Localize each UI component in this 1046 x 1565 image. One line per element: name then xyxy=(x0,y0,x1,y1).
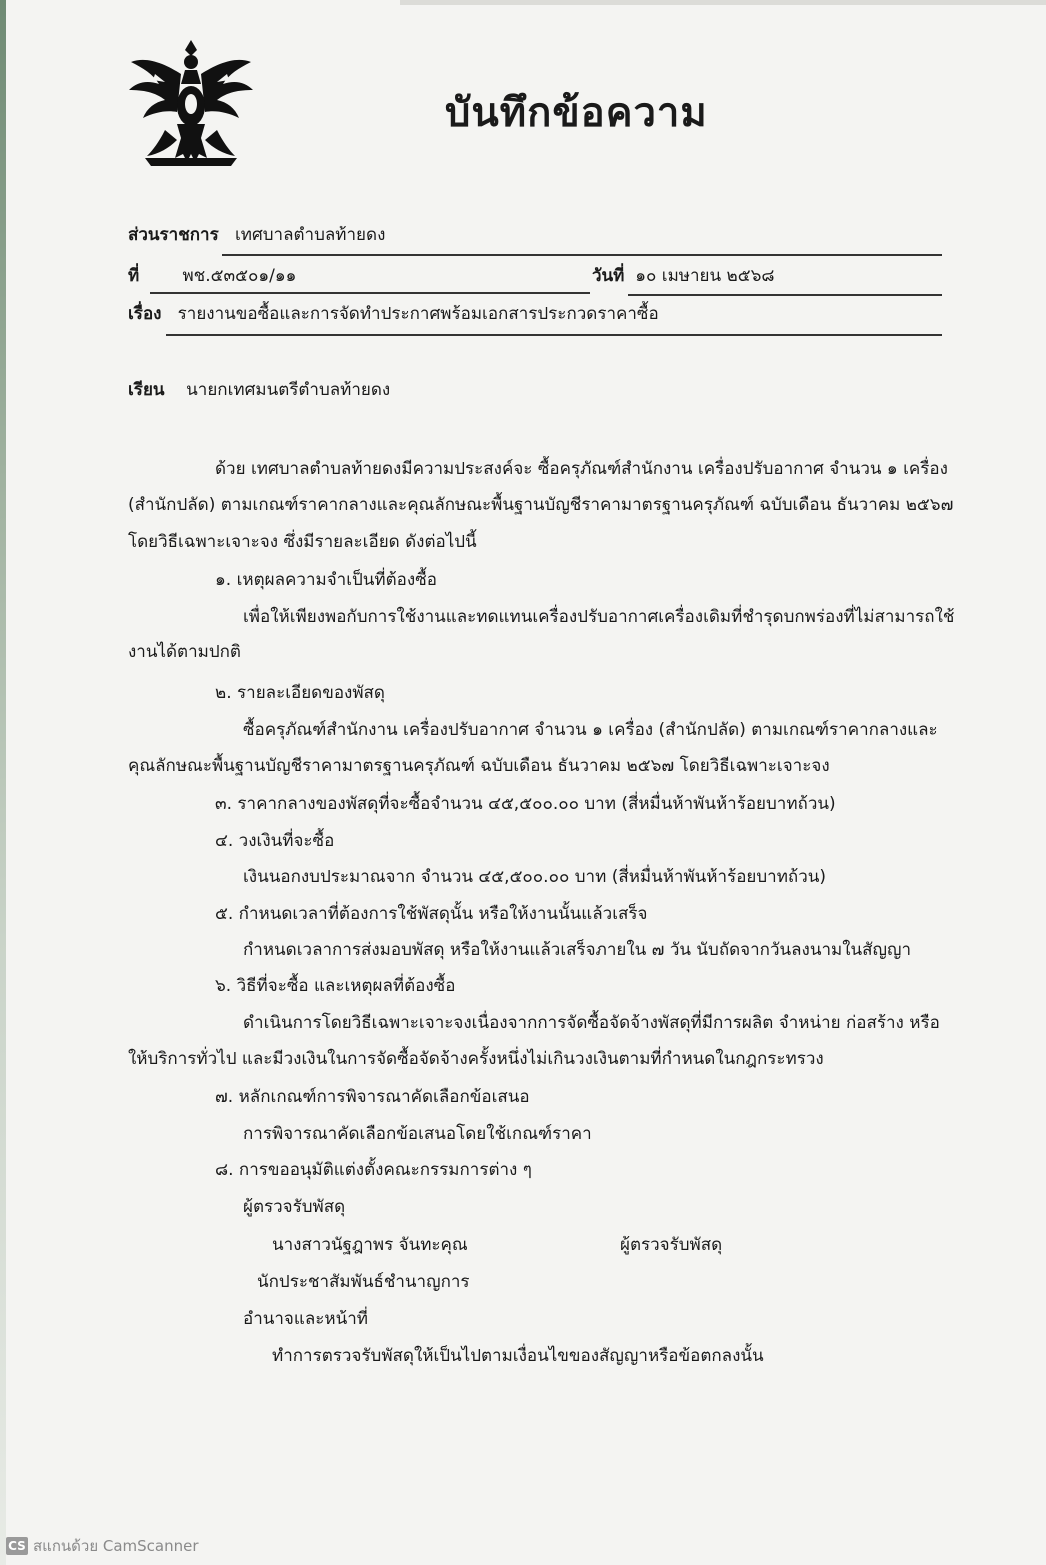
item-6-title: ๖. วิธีที่จะซื้อ และเหตุผลที่ต้องซื้อ xyxy=(215,976,456,996)
date-label: วันที่ xyxy=(592,266,625,286)
item-5-text: กำหนดเวลาการส่งมอบพัสดุ หรือให้งานแล้วเสร็จภายใน ๗ วัน นับถัดจากวันลงนามในสัญญา xyxy=(243,940,912,960)
scan-edge-top xyxy=(400,0,1046,5)
item-6-text: ให้บริการทั่วไป และมีวงเงินในการจัดซื้อจัดจ้างครั้งหนึ่งไม่เกินวงเงินตามที่กำหนดในกฎกระทรวง xyxy=(128,1049,824,1069)
item-3-title: ๓. ราคากลางของพัสดุที่จะซื้อจำนวน ๔๕,๕๐๐.๐๐ บาท (สี่หมื่นห้าพันห้าร้อยบาทถ้วน) xyxy=(215,794,836,814)
memo-title: บันทึกข้อความ xyxy=(445,90,708,136)
item-2-text: ซื้อครุภัณฑ์สำนักงาน เครื่องปรับอากาศ จำนวน ๑ เครื่อง (สำนักปลัด) ตามเกณฑ์ราคากลางและ xyxy=(243,720,938,740)
intro-line: (สำนักปลัด) ตามเกณฑ์ราคากลางและคุณลักษณะพื้นฐานบัญชีราคามาตรฐานครุภัณฑ์ ฉบับเดือน ธันวาคม ๒๕๖๗ xyxy=(128,495,954,515)
subject-label: เรื่อง xyxy=(128,304,162,324)
department-value: เทศบาลตำบลท้ายดง xyxy=(234,225,386,245)
item-5-title: ๕. กำหนดเวลาที่ต้องการใช้พัสดุนั้น หรือให้งานนั้นแล้วเสร็จ xyxy=(215,904,648,924)
subject-value: รายงานขอซื้อและการจัดทำประกาศพร้อมเอกสารประกวดราคาซื้อ xyxy=(177,304,659,324)
committee-member-position: นักประชาสัมพันธ์ชำนาญการ xyxy=(257,1272,470,1292)
scan-edge xyxy=(0,0,6,1565)
camscanner-text: สแกนด้วย CamScanner xyxy=(33,1537,199,1555)
ref-label: ที่ xyxy=(128,266,140,286)
item-4-text: เงินนอกงบประมาณจาก จำนวน ๔๕,๕๐๐.๐๐ บาท (สี่หมื่นห้าพันห้าร้อยบาทถ้วน) xyxy=(243,867,826,887)
salutation-to: นายกเทศมนตรีตำบลท้ายดง xyxy=(186,380,391,400)
underline xyxy=(628,294,942,296)
garuda-emblem-icon xyxy=(125,34,257,174)
underline xyxy=(150,292,590,294)
duty-title: อำนาจและหน้าที่ xyxy=(243,1309,368,1329)
committee-member-name: นางสาวนัฐฎาพร จันทะคุณ xyxy=(272,1235,468,1255)
item-1-text: เพื่อให้เพียงพอกับการใช้งานและทดแทนเครื่องปรับอากาศเครื่องเดิมที่ชำรุดบกพร่องที่ไม่สามารถใช้ xyxy=(243,607,955,627)
item-6-text: ดำเนินการโดยวิธีเฉพาะเจาะจงเนื่องจากการจัดซื้อจัดจ้างพัสดุที่มีการผลิต จำหน่าย ก่อสร้าง หรือ xyxy=(243,1013,940,1033)
department-label: ส่วนราชการ xyxy=(128,225,219,245)
duty-text: ทำการตรวจรับพัสดุให้เป็นไปตามเงื่อนไขของสัญญาหรือข้อตกลงนั้น xyxy=(272,1346,764,1366)
item-7-title: ๗. หลักเกณฑ์การพิจารณาคัดเลือกข้อเสนอ xyxy=(215,1087,530,1107)
date-row xyxy=(592,262,775,289)
underline xyxy=(166,334,942,336)
camscanner-watermark xyxy=(6,1534,199,1558)
committee-member-role: ผู้ตรวจรับพัสดุ xyxy=(620,1235,723,1255)
salutation xyxy=(128,376,390,403)
item-8-subtitle: ผู้ตรวจรับพัสดุ xyxy=(243,1197,346,1217)
item-1-text: งานได้ตามปกติ xyxy=(128,642,241,662)
salutation-label: เรียน xyxy=(128,380,165,400)
underline xyxy=(222,254,942,256)
item-1-title: ๑. เหตุผลความจำเป็นที่ต้องซื้อ xyxy=(215,570,437,590)
item-2-text: คุณลักษณะพื้นฐานบัญชีราคามาตรฐานครุภัณฑ์ ฉบับเดือน ธันวาคม ๒๕๖๗ โดยวิธีเฉพาะเจาะจง xyxy=(128,756,830,776)
ref-row xyxy=(128,262,296,289)
item-8-title: ๘. การขออนุมัติแต่งตั้งคณะกรรมการต่าง ๆ xyxy=(215,1160,532,1180)
camscanner-logo-icon: CS xyxy=(6,1537,28,1555)
ref-value: พช.๕๓๕๐๑/๑๑ xyxy=(182,266,297,286)
intro-line: ด้วย เทศบาลตำบลท้ายดงมีความประสงค์จะ ซื้อครุภัณฑ์สำนักงาน เครื่องปรับอากาศ จำนวน ๑ เครื่อง xyxy=(215,459,948,479)
department-row xyxy=(128,221,385,248)
subject-row xyxy=(128,300,659,327)
item-4-title: ๔. วงเงินที่จะซื้อ xyxy=(215,831,335,851)
item-7-text: การพิจารณาคัดเลือกข้อเสนอโดยใช้เกณฑ์ราคา xyxy=(243,1124,592,1144)
date-value: ๑๐ เมษายน ๒๕๖๘ xyxy=(635,266,775,286)
item-2-title: ๒. รายละเอียดของพัสดุ xyxy=(215,683,385,703)
intro-line: โดยวิธีเฉพาะเจาะจง ซึ่งมีรายละเอียด ดังต่อไปนี้ xyxy=(128,532,477,552)
